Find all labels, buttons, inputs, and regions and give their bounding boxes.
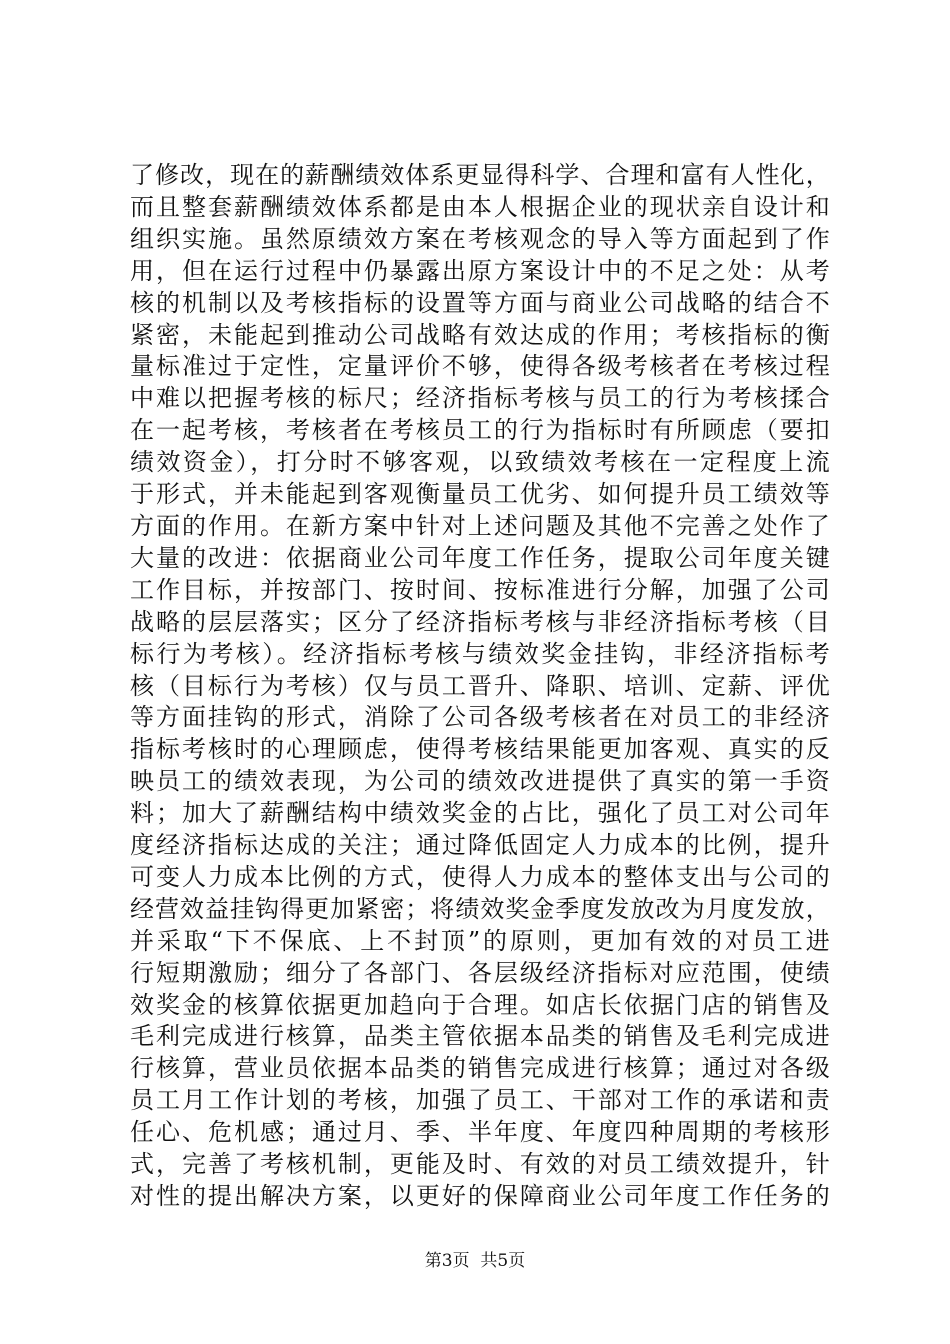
text-line: 毛利完成进行核算，品类主管依据本品类的销售及毛利完成进 xyxy=(130,1022,830,1051)
text-line: 了修改，现在的薪酬绩效体系更显得科学、合理和富有人性化， xyxy=(130,161,830,189)
text-line: 并采取“下不保底、上不封顶”的原则，更加有效的对员工进 xyxy=(130,926,830,955)
body-paragraph xyxy=(130,160,830,1213)
text-line: 标行为考核）。经济指标考核与绩效奖金挂钩，非经济指标考 xyxy=(130,639,830,668)
text-line: 工作目标，并按部门、按时间、按标准进行分解，加强了公司 xyxy=(130,575,830,604)
text-line: 行短期激励；细分了各部门、各层级经济指标对应范围，使绩 xyxy=(130,958,830,987)
text-line: 大量的改进：依据商业公司年度工作任务，提取公司年度关键 xyxy=(130,543,830,572)
text-line: 行核算，营业员依据本品类的销售完成进行核算；通过对各级 xyxy=(130,1054,830,1083)
text-line: 对性的提出解决方案，以更好的保障商业公司年度工作任务的 xyxy=(130,1182,830,1210)
text-line: 等方面挂钩的形式，消除了公司各级考核者在对员工的非经济 xyxy=(130,703,830,732)
text-line: 任心、危机感；通过月、季、半年度、年度四种周期的考核形 xyxy=(130,1118,830,1147)
text-line: 绩效资金），打分时不够客观，以致绩效考核在一定程度上流 xyxy=(130,448,830,477)
text-line: 映员工的绩效表现，为公司的绩效改进提供了真实的第一手资 xyxy=(130,767,830,796)
text-line: 战略的层层落实；区分了经济指标考核与非经济指标考核（目 xyxy=(130,607,830,636)
text-line: 经营效益挂钩得更加紧密；将绩效奖金季度发放改为月度发放， xyxy=(130,894,830,923)
text-line: 可变人力成本比例的方式，使得人力成本的整体支出与公司的 xyxy=(130,862,830,891)
text-line: 中难以把握考核的标尺；经济指标考核与员工的行为考核揉合 xyxy=(130,384,830,413)
text-line: 方面的作用。在新方案中针对上述问题及其他不完善之处作了 xyxy=(130,511,830,540)
text-line: 而且整套薪酬绩效体系都是由本人根据企业的现状亲自设计和 xyxy=(130,192,830,221)
text-line: 在一起考核，考核者在考核员工的行为指标时有所顾虑（要扣 xyxy=(130,416,830,445)
page-number: 第3页 共5页 xyxy=(424,1251,526,1271)
text-line: 度经济指标达成的关注；通过降低固定人力成本的比例，提升 xyxy=(130,831,830,860)
text-line: 核的机制以及考核指标的设置等方面与商业公司战略的结合不 xyxy=(130,288,830,317)
text-line: 效奖金的核算依据更加趋向于合理。如店长依据门店的销售及 xyxy=(130,990,830,1019)
text-line: 量标准过于定性，定量评价不够，使得各级考核者在考核过程 xyxy=(130,352,830,381)
text-line: 核（目标行为考核）仅与员工晋升、降职、培训、定薪、评优 xyxy=(130,671,830,700)
text-line: 式，完善了考核机制，更能及时、有效的对员工绩效提升，针 xyxy=(130,1150,830,1179)
text-line: 用，但在运行过程中仍暴露出原方案设计中的不足之处：从考 xyxy=(130,256,830,285)
text-line: 紧密，未能起到推动公司战略有效达成的作用；考核指标的衡 xyxy=(130,320,830,349)
text-line: 料；加大了薪酬结构中绩效奖金的占比，强化了员工对公司年 xyxy=(130,799,830,828)
text-line: 组织实施。虽然原绩效方案在考核观念的导入等方面起到了作 xyxy=(130,224,830,253)
text-line: 于形式，并未能起到客观衡量员工优劣、如何提升员工绩效等 xyxy=(130,480,830,509)
text-line: 指标考核时的心理顾虑，使得考核结果能更加客观、真实的反 xyxy=(130,735,830,764)
page-footer xyxy=(0,1246,950,1271)
text-line: 员工月工作计划的考核，加强了员工、干部对工作的承诺和责 xyxy=(130,1086,830,1115)
